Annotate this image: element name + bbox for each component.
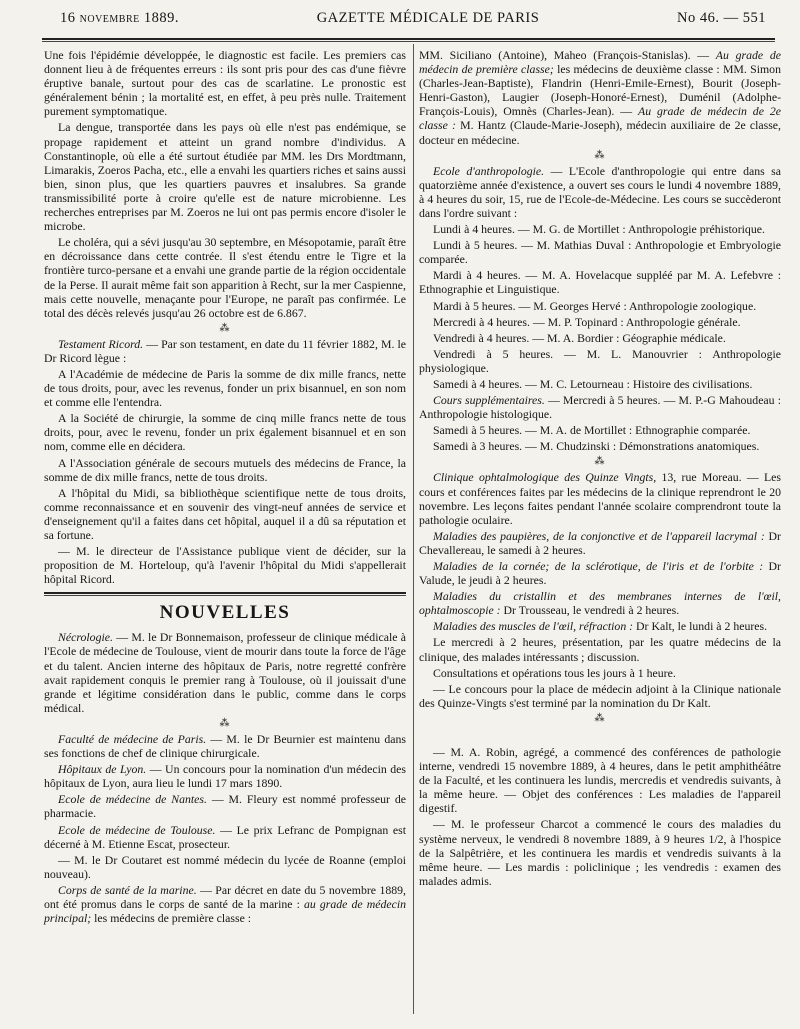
news-text: — Par décret en date du 5 novembre 1889, ont été promus dans le corps de santé de la marine :: [44, 882, 406, 911]
course-item: Lundi à 4 heures. — M. G. de Mortillet : Anthropologie préhistorique.: [433, 222, 765, 237]
necrologie-text: — M. le Dr Bonnemaison, professeur de clinique médicale à l'Ecole de médecine de Toulouse, vient de mourir dans toute la force de l'âge et du talent. Ancien interne des hôpitaux de Paris, notre regretté confrère avait rapidement conquis le premier rang à Toulouse, où il jouissait d'une grande et légitime considération dans le public, comme dans le corps médical.: [44, 630, 406, 715]
header-rule-thin: [42, 41, 775, 42]
news-title: Faculté de médecine de Paris.: [58, 731, 207, 746]
course-text: Dr Valude, le jeudi à 2 heures.: [419, 559, 781, 588]
paragraph: — M. le professeur Charcot a commencé le cours des maladies du système nerveux, le vendredi 8 novembre 1889, à 9 heures 1/2, à l'hospice de la Salpêtrière, et les continuera les mardis et vendredis suivants à la même heure. — Les mardis : policlinique ; les vendredis : examen des malades admis.: [419, 817, 781, 888]
news-title: Corps de santé de la marine.: [58, 882, 197, 897]
paragraph: Une fois l'épidémie développée, le diagnostic est facile. Les premiers cas donnent lieu à de fréquentes erreurs : ils sont pris pour des cas d'une fièvre éruptive banale, surtout pour des cas de scarlatine. Le pronostic est généralement bénin ; la mortalité est, en effet, à peu près nulle. Traitement purement symptomatique.: [44, 48, 406, 119]
section-rule-thin: [44, 595, 406, 596]
clinique-paragraph: [419, 470, 781, 526]
text: MM. Siciliano (Antoine), Maheo (François-Stanislas). —: [419, 48, 716, 62]
issue-date: 16 novembre 1889.: [60, 10, 179, 26]
grade-label: au grade de médecin principal;: [44, 896, 406, 926]
course-item: Mercredi à 4 heures. — M. P. Topinard : Anthropologie générale.: [433, 314, 741, 329]
paragraph: A l'hôpital du Midi, sa bibliothèque scientifique nette de tous droits, comme reconnaissance et en souvenir des vingt-neuf années de service et d'enseignement qu'il a faites dans cet hôpital, auquel il a dû sa réputation et sa fortune.: [44, 485, 406, 542]
grade-label: Au grade de médecin de première classe;: [419, 48, 781, 77]
course-item: Lundi à 5 heures. — M. Mathias Duval : Anthropologie et Embryologie comparée.: [419, 238, 781, 267]
paragraph: Le choléra, qui a sévi jusqu'au 30 septembre, en Mésopotamie, paraît être en décroissance dans cette contrée. Il s'est étendu entre le Tigre et la frontière turco-persane et a envahi une grande partie de la région occidentale de la Perse. Il aurait même fait son apparition à Recht, sur la mer Caspienne, mais cette nouvelle, menaçante pour l'Europe, ne paraît pas confirmée. Le total des décès relevés jusqu'au 26 octobre est de 6.867.: [44, 235, 406, 320]
paragraph: A l'Académie de médecine de Paris la somme de dix mille francs, nette de tous droits, pour, avec les revenus, fonder un prix bisannuel, en son nom et comme elle l'entendra.: [44, 366, 406, 410]
nouvelles-heading: NOUVELLES: [159, 602, 291, 624]
news-item: [44, 792, 406, 820]
testament-paragraph: [44, 337, 406, 365]
course-item: Vendredi à 4 heures. — M. A. Bordier : Géographie médicale.: [433, 330, 726, 345]
spacer: [419, 727, 781, 745]
clinique-text: 13, rue Moreau. — Les cours et conférences faites par les médecins de la clinique reprendront le 20 novembre. Les leçons faites pendant l'année scolaire comprendront toute la pathologie oculaire.: [419, 470, 781, 527]
course-item: Mardi à 5 heures. — M. Georges Hervé : Anthropologie zoologique.: [433, 298, 757, 313]
course-item: Samedi à 3 heures. — M. Chudzinski : Démonstrations anatomiques.: [433, 439, 760, 454]
testament-title: Testament Ricord.: [58, 336, 144, 351]
grade-label: Au grade de médecin de 2e classe :: [419, 104, 781, 133]
paragraph: — Le concours pour la place de médecin adjoint à la Clinique nationale des Quinze-Vingts s'est terminé par la nomination du Dr Kalt.: [419, 681, 781, 710]
section-stars: ⁂: [219, 717, 231, 729]
journal-title: GAZETTE MÉDICALE DE PARIS: [316, 10, 540, 26]
course-item: [419, 393, 781, 421]
left-column: [44, 48, 406, 927]
paragraph: — M. A. Robin, agrégé, a commencé des conférences de pathologie interne, vendredi 15 novembre 1889, à 4 heures, dans le petit amphithéâtre de la Faculté, et les continuera les lundis, mercredis et vendredis suivants, à la même heure. — Objet des conférences : Les maladies de l'appareil digestif.: [419, 744, 781, 816]
clinique-title: Clinique ophtalmologique des Quinze Vingts,: [433, 470, 657, 485]
ecole-text: — L'Ecole d'anthropologie qui entre dans sa quatorzième année d'existence, a ouvert ses cours le lundi 4 novembre 1889, à 4 heures du soir, 15, rue de l'Ecole-de-Médecine. Les cours se succèderont dans l'ordre suivant :: [419, 163, 781, 220]
news-item: [44, 732, 406, 760]
ecole-paragraph: [419, 164, 781, 220]
clinique-course: [419, 529, 781, 557]
paragraph: La dengue, transportée dans les pays où elle n'est pas endémique, se propage rapidement et atteint un grand nombre d'individus. A Constantinople, où elle a été surtout étudiée par MM. les Drs Mordtmann, Limarakis, Zoeros Pacha, etc., elle a envahi les quartiers riches et sains aussi bien, sinon plus, que les quartiers pauvres et insalubres. Sa grande transmissibilité porte à croire qu'elle est de nature microbienne. Les recherches entreprises par M. Zoeros ne lui ont pas permis encore d'isoler le microbe.: [44, 120, 406, 234]
paragraph: A la Société de chirurgie, la somme de cinq mille francs nette de tous droits, pour, avec le revenu, fonder un prix également bisannuel et en son nom, comme elle en décidera.: [44, 411, 406, 454]
course-title: Maladies des muscles de l'œil, réfraction :: [433, 619, 634, 634]
section-stars: ⁂: [594, 712, 606, 724]
text: M. Hantz (Claude-Marie-Joseph), médecin auxiliaire de 2e classe, docteur en médecine.: [419, 118, 781, 147]
course-item: Vendredi à 5 heures. — M. L. Manouvrier : Anthropologie physiologique.: [419, 346, 781, 375]
news-title: Hôpitaux de Lyon.: [58, 762, 147, 777]
clinique-course: [419, 589, 781, 617]
course-item: Mardi à 4 heures. — M. A. Hovelacque suppléé par M. A. Lefebvre : Ethnographie et Linguistique.: [419, 268, 781, 297]
promotions-paragraph: [419, 48, 781, 147]
news-text: — M. le Dr Beurnier est maintenu dans ses fonctions de chef de clinique chirurgicale.: [44, 731, 406, 761]
news-text: — Un concours pour la nomination d'un médecin des hôpitaux de Lyon, aura lieu le lundi 17 mars 1890.: [44, 762, 406, 791]
issue-number: No 46. — 551: [677, 10, 766, 26]
paragraph: — M. le directeur de l'Assistance publique vient de décider, sur la proposition de M. Horteloup, qu'à l'avenir l'hôpital du Midi s'appellerait hôpital Ricord.: [44, 544, 406, 587]
clinique-course: [419, 619, 781, 633]
testament-intro: — Par son testament, en date du 11 février 1882, M. le Dr Ricord lègue :: [44, 336, 407, 365]
course-title: Maladies de la cornée; de la sclérotique, de l'iris et de l'orbite :: [433, 559, 764, 573]
column-divider: [413, 44, 414, 1014]
page-header: [60, 10, 766, 32]
course-text: Dr Trousseau, le vendredi à 2 heures.: [500, 603, 680, 618]
news-text: — M. Fleury est nommé professeur de pharmacie.: [44, 792, 406, 821]
news-item: [44, 823, 406, 851]
paragraph: Le mercredi à 2 heures, présentation, par les quatre médecins de la clinique, des malades intéressants ; discussion.: [419, 635, 781, 664]
news-item: — M. le Dr Coutaret est nommé médecin du lycée de Roanne (emploi nouveau).: [44, 852, 406, 881]
course-title: Cours supplémentaires.: [433, 393, 545, 408]
news-item: [44, 762, 406, 790]
course-item: Samedi à 4 heures. — M. C. Letourneau : Histoire des civilisations.: [433, 376, 753, 391]
header-rule: [42, 38, 775, 40]
course-item: Samedi à 5 heures. — M. A. de Mortillet : Ethnographie comparée.: [433, 423, 751, 438]
section-stars: ⁂: [594, 456, 606, 468]
necrologie-title: Nécrologie.: [58, 630, 113, 645]
section-stars: ⁂: [594, 149, 606, 161]
news-title: Ecole de médecine de Toulouse.: [58, 822, 216, 837]
paragraph: Consultations et opérations tous les jours à 1 heure.: [433, 665, 676, 680]
news-title: Ecole de médecine de Nantes.: [58, 792, 207, 807]
course-text: — Mercredi à 5 heures. — M. P.-G Mahoudeau : Anthropologie histologique.: [419, 393, 781, 422]
paragraph: A l'Association générale de secours mutuels des médecins de France, la somme de dix mille francs, nette de tous droits.: [44, 455, 406, 484]
course-text: Dr Kalt, le lundi à 2 heures.: [633, 619, 768, 634]
news-text: les médecins de première classe :: [91, 911, 252, 926]
right-column: [419, 48, 781, 890]
section-rule: [44, 592, 406, 594]
clinique-course: [419, 559, 781, 587]
text: les médecins de deuxième classe : MM. Simon (Charles-Jean-Baptiste), Flandrin (Henri-Emile-Ernest), Bourit (Joseph-Henri-Gaston), Laugier (Joseph-Honoré-Ernest), Duménil (Adolphe-François-Louis), Omnès (Charles-Jean). —: [419, 62, 781, 119]
section-stars: ⁂: [219, 322, 231, 334]
news-text: — Le prix Lefranc de Pompignan est décerné à M. Etienne Escat, prosecteur.: [44, 822, 406, 851]
ecole-title: Ecole d'anthropologie.: [433, 163, 545, 178]
course-title: Maladies des paupières, de la conjonctive et de l'appareil lacrymal :: [433, 528, 765, 543]
course-title: Maladies du cristallin et des membranes internes de l'œil, ophtalmoscopie :: [419, 589, 781, 618]
necrologie-paragraph: [44, 630, 406, 715]
news-item: [44, 883, 406, 925]
course-text: Dr Chevallereau, le samedi à 2 heures.: [419, 528, 781, 557]
